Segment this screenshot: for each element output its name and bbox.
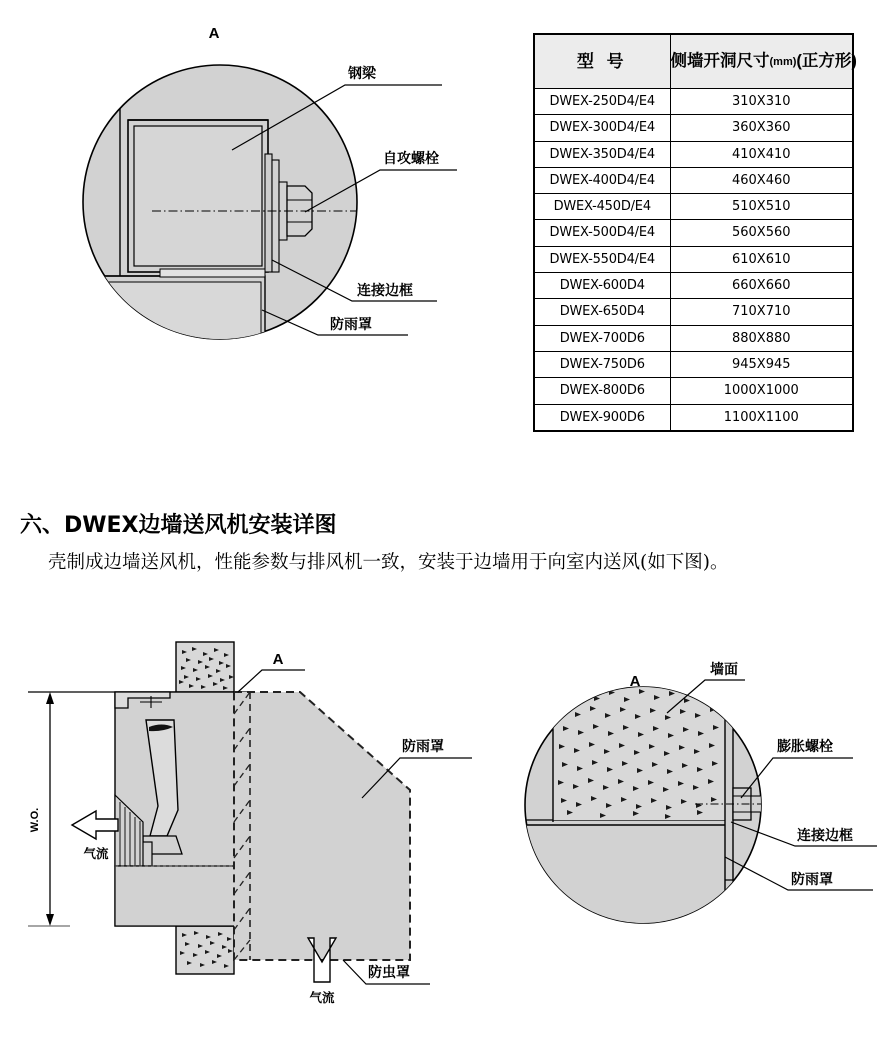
table-row bbox=[534, 246, 853, 272]
cell-opening-size: 560X560 bbox=[670, 220, 853, 246]
cell-opening-size: 660X660 bbox=[670, 273, 853, 299]
dimension-wo bbox=[46, 692, 54, 926]
label-airflow-out: 气流 bbox=[83, 846, 109, 861]
cell-opening-size: 1000X1000 bbox=[670, 378, 853, 404]
rain-cover-outline bbox=[234, 692, 410, 960]
wall-block-lower bbox=[176, 926, 234, 974]
table-row bbox=[534, 273, 853, 299]
cell-opening-size: 610X610 bbox=[670, 246, 853, 272]
cell-model: DWEX-350D4/E4 bbox=[534, 141, 670, 167]
table-row bbox=[534, 194, 853, 220]
cell-model: DWEX-250D4/E4 bbox=[534, 89, 670, 115]
cell-model: DWEX-900D6 bbox=[534, 404, 670, 431]
column-header-opening-main: 侧墙开洞尺寸 bbox=[670, 52, 770, 70]
column-header-opening bbox=[670, 34, 857, 89]
table-row bbox=[534, 351, 853, 377]
detail-a-bottom-diagram bbox=[505, 650, 885, 940]
cell-model: DWEX-300D4/E4 bbox=[534, 115, 670, 141]
cell-opening-size: 880X880 bbox=[670, 325, 853, 351]
wall-block-upper bbox=[176, 642, 234, 692]
section-heading: 六、DWEX边墙送风机安装详图 bbox=[20, 513, 337, 538]
cell-model: DWEX-700D6 bbox=[534, 325, 670, 351]
section-view-diagram bbox=[10, 630, 480, 1010]
label-self-tapping-bolt: 自攻螺栓 bbox=[383, 151, 439, 167]
table-header-row bbox=[534, 34, 853, 89]
spec-table bbox=[533, 33, 857, 432]
column-header-model: 型 号 bbox=[534, 34, 670, 89]
label-rain-cover-section: 防雨罩 bbox=[402, 739, 444, 755]
cell-opening-size: 710X710 bbox=[670, 299, 853, 325]
label-insect-screen: 防虫罩 bbox=[368, 965, 410, 981]
table-row bbox=[534, 115, 853, 141]
cell-opening-size: 460X460 bbox=[670, 167, 853, 193]
column-header-opening-unit: (mm) bbox=[769, 56, 797, 68]
table-row bbox=[534, 141, 853, 167]
section-paragraph: 壳制成边墙送风机，性能参数与排风机一致，安装于边墙用于向室内送风(如下图)。 bbox=[48, 552, 729, 573]
cell-model: DWEX-550D4/E4 bbox=[534, 246, 670, 272]
table-row bbox=[534, 378, 853, 404]
label-rain-cover-bottom: 防雨罩 bbox=[791, 872, 833, 888]
view-mark-a-label-bottom: A bbox=[629, 673, 641, 690]
table-row bbox=[534, 325, 853, 351]
table-row bbox=[534, 299, 853, 325]
label-expansion-bolt: 膨胀螺栓 bbox=[777, 739, 833, 755]
cell-opening-size: 360X360 bbox=[670, 115, 853, 141]
table-row bbox=[534, 167, 853, 193]
cell-opening-size: 310X310 bbox=[670, 89, 853, 115]
cell-opening-size: 945X945 bbox=[670, 351, 853, 377]
table-row bbox=[534, 89, 853, 115]
table-row bbox=[534, 404, 853, 431]
view-mark-a-label-section: A bbox=[272, 651, 284, 668]
cell-opening-size: 410X410 bbox=[670, 141, 853, 167]
leader-view-mark-a bbox=[238, 670, 305, 692]
cell-model: DWEX-800D6 bbox=[534, 378, 670, 404]
airflow-arrow-out bbox=[72, 811, 118, 839]
spec-table-body bbox=[534, 89, 853, 431]
view-mark-a-label: A bbox=[208, 25, 220, 42]
label-dimension-wo: W.O. bbox=[29, 807, 41, 833]
label-steel-beam: 钢梁 bbox=[348, 66, 376, 82]
cell-model: DWEX-750D6 bbox=[534, 351, 670, 377]
cell-model: DWEX-450D/E4 bbox=[534, 194, 670, 220]
table-row bbox=[534, 220, 853, 246]
label-wall-surface: 墙面 bbox=[710, 662, 738, 678]
cell-model: DWEX-600D4 bbox=[534, 273, 670, 299]
label-airflow-in: 气流 bbox=[309, 990, 335, 1005]
connecting-frame-plate bbox=[725, 682, 733, 932]
label-connecting-frame-bottom: 连接边框 bbox=[797, 828, 853, 844]
cell-model: DWEX-500D4/E4 bbox=[534, 220, 670, 246]
cell-opening-size: 510X510 bbox=[670, 194, 853, 220]
label-connecting-frame: 连接边框 bbox=[357, 283, 413, 299]
label-rain-cover: 防雨罩 bbox=[330, 317, 372, 333]
column-header-opening-tail: (正方形) bbox=[796, 52, 857, 70]
cell-opening-size: 1100X1100 bbox=[670, 404, 853, 431]
detail-a-top-diagram bbox=[0, 10, 520, 370]
cell-model: DWEX-650D4 bbox=[534, 299, 670, 325]
spec-table-container bbox=[533, 33, 857, 432]
cell-model: DWEX-400D4/E4 bbox=[534, 167, 670, 193]
